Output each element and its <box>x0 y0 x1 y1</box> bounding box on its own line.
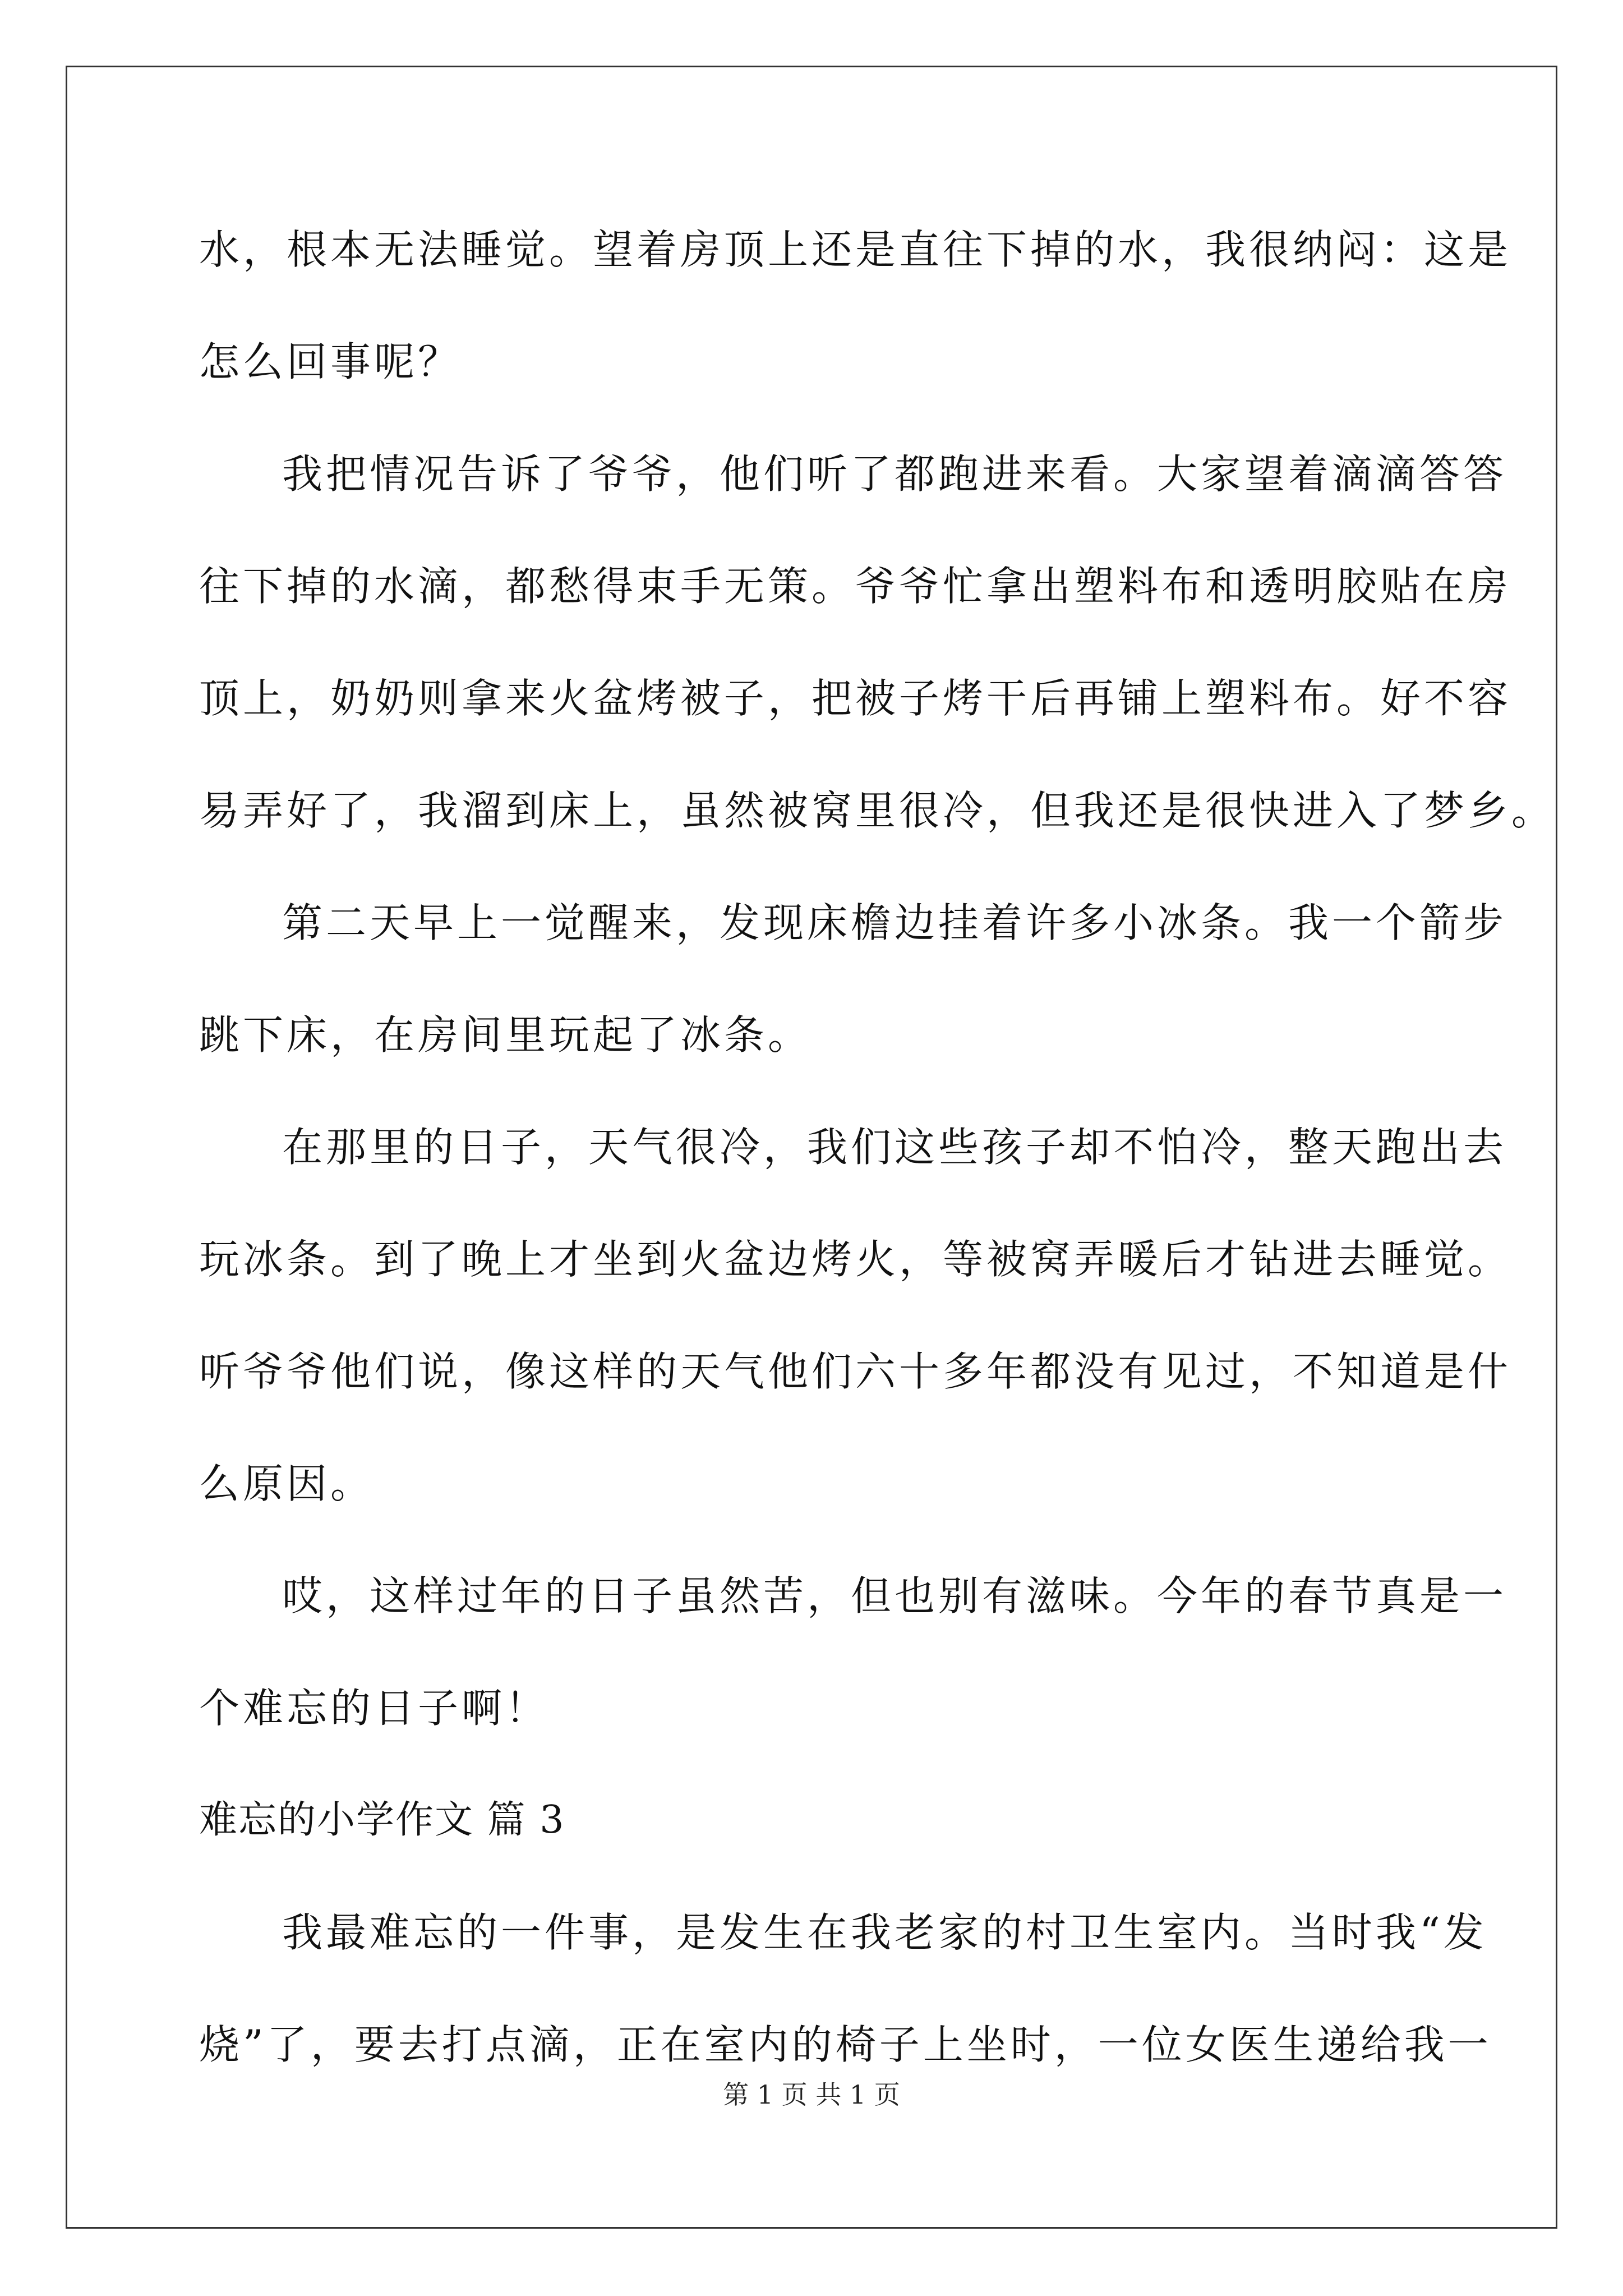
text-line: 玩冰条。到了晚上才坐到火盆边烤火，等被窝弄暖后才钻进去睡觉。 <box>199 1236 1512 1283</box>
text-line: 怎么回事呢？ <box>199 338 462 385</box>
text-line: 往下掉的水滴，都愁得束手无策。爷爷忙拿出塑料布和透明胶贴在房 <box>199 563 1512 610</box>
text-line: 么原因。 <box>199 1460 375 1507</box>
text-line: 顶上，奶奶则拿来火盆烤被子，把被子烤干后再铺上塑料布。好不容 <box>199 675 1512 722</box>
paragraph-start: 在那里的日子，天气很冷，我们这些孩子却不怕冷，整天跑出去 <box>282 1124 1507 1171</box>
text-line: 水，根本无法睡觉。望着房顶上还是直往下掉的水，我很纳闷：这是 <box>199 226 1512 273</box>
text-line: 听爷爷他们说，像这样的天气他们六十多年都没有见过，不知道是什 <box>199 1348 1512 1395</box>
paragraph-start: 第二天早上一觉醒来，发现床檐边挂着许多小冰条。我一个箭步 <box>282 899 1507 946</box>
document-body <box>199 216 1556 2123</box>
text-line: 烧”了，要去打点滴，正在室内的椅子上坐时，一位女医生递给我一 <box>199 2021 1492 2068</box>
text-line: 易弄好了，我溜到床上，虽然被窝里很冷，但我还是很快进入了梦乡。 <box>199 787 1556 834</box>
text-line: 个难忘的日子啊！ <box>199 1685 550 1732</box>
page-footer: 第 1 页 共 1 页 <box>723 2079 900 2110</box>
section-heading: 难忘的小学作文 篇 3 <box>199 1798 565 1842</box>
paragraph-start: 哎，这样过年的日子虽然苦，但也别有滋味。今年的春节真是一 <box>282 1572 1507 1619</box>
paragraph-start: 我把情况告诉了爷爷，他们听了都跑进来看。大家望着滴滴答答 <box>282 450 1507 498</box>
paragraph-start: 我最难忘的一件事，是发生在我老家的村卫生室内。当时我“发 <box>282 1909 1487 1956</box>
text-line: 跳下床，在房间里玩起了冰条。 <box>199 1011 812 1059</box>
